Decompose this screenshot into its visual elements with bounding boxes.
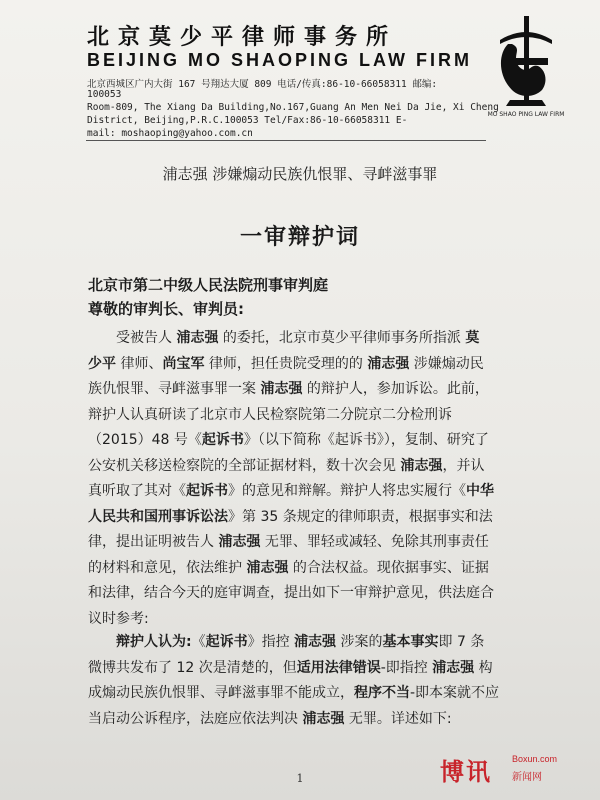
body-text: 受被告人 xyxy=(116,330,177,346)
body-text: 真听取了其对《 xyxy=(88,483,186,499)
body-text: 公安机关移送检察院的全部证据材料，数十次会见 xyxy=(88,457,401,474)
salutation: 尊敬的审判长、审判员: xyxy=(88,300,244,318)
body-text: 成煽动民族仇恨罪、寻衅滋事罪不能成立， xyxy=(88,685,354,701)
paragraph-line xyxy=(88,377,532,401)
address-english-line-3: mail: moshaoping@yahoo.com.cn xyxy=(87,128,253,139)
emphasis-text: 浦志强 xyxy=(294,634,337,650)
body-text: 涉案的 xyxy=(336,634,383,650)
body-text: 无罪、罪轻或减轻、免除其刑事责任 xyxy=(260,534,489,550)
law-firm-logo xyxy=(486,14,566,120)
watermark-site: Boxun.com xyxy=(512,754,558,764)
emphasis-text: 浦志强 xyxy=(400,457,443,474)
document-title: 一审辩护词 xyxy=(239,225,360,250)
emphasis-text: 中华 xyxy=(466,483,494,499)
paragraph-line xyxy=(88,479,532,503)
emphasis-text: 适用法律错误 xyxy=(296,659,381,676)
scales-of-justice-icon xyxy=(500,16,552,106)
paragraph-line xyxy=(88,630,560,654)
body-text: -即指控 xyxy=(380,659,433,676)
case-subject: 浦志强 涉嫌煽动民族仇恨罪、寻衅滋事罪 xyxy=(162,165,438,183)
emphasis-text: 浦志强 xyxy=(246,559,289,576)
emphasis-text: 起诉书 xyxy=(186,483,228,499)
body-text: 和法律，结合今天的庭审调查，提出如下一审辩护意见，供法庭合 xyxy=(88,585,494,601)
body-text: 》指控 xyxy=(247,634,295,650)
paragraph-line xyxy=(88,505,532,529)
emphasis-text: 尚宝军 xyxy=(162,355,205,372)
court-name: 北京市第二中级人民法院刑事审判庭 xyxy=(88,276,329,294)
body-text: 律师，担任贵院受理的的 xyxy=(204,355,368,372)
body-text: 微博共发布了 12 次是清楚的，但 xyxy=(88,659,297,676)
paragraph-line xyxy=(88,352,532,376)
emphasis-text: 莫 xyxy=(465,330,480,346)
body-text: 当启动公诉程序，法庭应依法判决 xyxy=(88,710,303,727)
body-text: 》（以下简称《起诉书》），复制、研究了 xyxy=(243,432,489,448)
emphasis-text: 基本事实 xyxy=(382,634,439,650)
body-text: 律师、 xyxy=(116,355,163,372)
emphasis-text: 程序不当 xyxy=(354,685,410,701)
paragraph-line xyxy=(88,707,532,731)
body-text: 的材料和意见，依法维护 xyxy=(88,559,247,576)
body-text: ，并认 xyxy=(442,457,485,474)
body-text: 族仇恨罪、寻衅滋事罪一案 xyxy=(88,381,261,397)
body-text: 辩护人认真研读了北京市人民检察院第二分院京二分检刑诉 xyxy=(88,406,452,423)
body-text: 》第 35 条规定的律师职责，根据事实和法 xyxy=(228,508,493,525)
body-text: 的委托，北京市莫少平律师事务所指派 xyxy=(218,330,466,346)
firm-name-english: BEIJING MO SHAOPING LAW FIRM xyxy=(87,50,473,70)
address-chinese-line-2: 100053 xyxy=(87,89,122,100)
emphasis-text: 浦志强 xyxy=(367,355,410,372)
emphasis-text: 浦志强 xyxy=(218,534,261,550)
address-english-line-2: District, Beijing,P.R.C.100053 Tel/Fax:86-10-66058311 E- xyxy=(87,115,408,126)
body-text: 的辩护人，参加诉讼。此前， xyxy=(302,381,489,397)
watermark-subtitle: 新闻网 xyxy=(512,772,542,783)
paragraph-line xyxy=(88,656,532,680)
body-text: 律，提出证明被告人 xyxy=(88,534,219,550)
emphasis-text: 起诉书 xyxy=(201,432,244,448)
emphasis-text: 起诉书 xyxy=(205,634,248,650)
paragraph-line xyxy=(88,530,532,554)
body-text: 涉嫌煽动民 xyxy=(409,355,484,372)
paragraph-line xyxy=(88,403,532,427)
emphasis-text: 浦志强 xyxy=(176,330,219,346)
firm-name-chinese: 北京莫少平律师事务所 xyxy=(87,25,398,50)
paragraph-line xyxy=(88,326,560,350)
body-text: （2015）48 号《 xyxy=(88,432,202,448)
address-chinese-line-1: 北京西城区广内大街 167 号翔达大厦 809 电话/传真:86-10-66058311 邮编: xyxy=(87,79,438,90)
paragraph-line xyxy=(88,681,532,705)
emphasis-text: 人民共和国刑事诉讼法 xyxy=(88,508,228,525)
body-text: 的合法权益。现依据事实、证据 xyxy=(288,559,489,576)
body-text: 构 xyxy=(474,659,493,676)
emphasis-text: 浦志强 xyxy=(260,381,303,397)
body-text: 无罪。详述如下: xyxy=(344,710,452,727)
paragraph-line xyxy=(88,556,532,580)
address-english-line-1: Room-809, The Xiang Da Building,No.167,Guang An Men Nei Da Jie, Xi Cheng xyxy=(87,102,499,113)
body-text: 即 7 条 xyxy=(438,634,485,650)
emphasis-text: 少平 xyxy=(88,355,116,372)
body-text: 《 xyxy=(191,634,206,650)
letterhead-divider xyxy=(86,140,486,141)
paragraph-line xyxy=(88,428,532,452)
emphasis-text: 浦志强 xyxy=(302,710,345,727)
emphasis-text: 浦志强 xyxy=(432,659,475,676)
body-text: 》的意见和辩解。辩护人将忠实履行《 xyxy=(228,483,466,499)
body-text: -即本案就不应 xyxy=(410,685,500,701)
emphasis-text: 辩护人认为: xyxy=(116,634,192,650)
page-number: 1 xyxy=(296,772,304,785)
paragraph-line xyxy=(88,454,532,478)
paragraph-line xyxy=(88,607,532,631)
body-text: 议时参考: xyxy=(88,610,149,627)
logo-text: MO SHAO PING LAW FIRM xyxy=(487,111,565,118)
paragraph-line xyxy=(88,581,532,605)
watermark-logo: 博讯 xyxy=(440,758,492,786)
